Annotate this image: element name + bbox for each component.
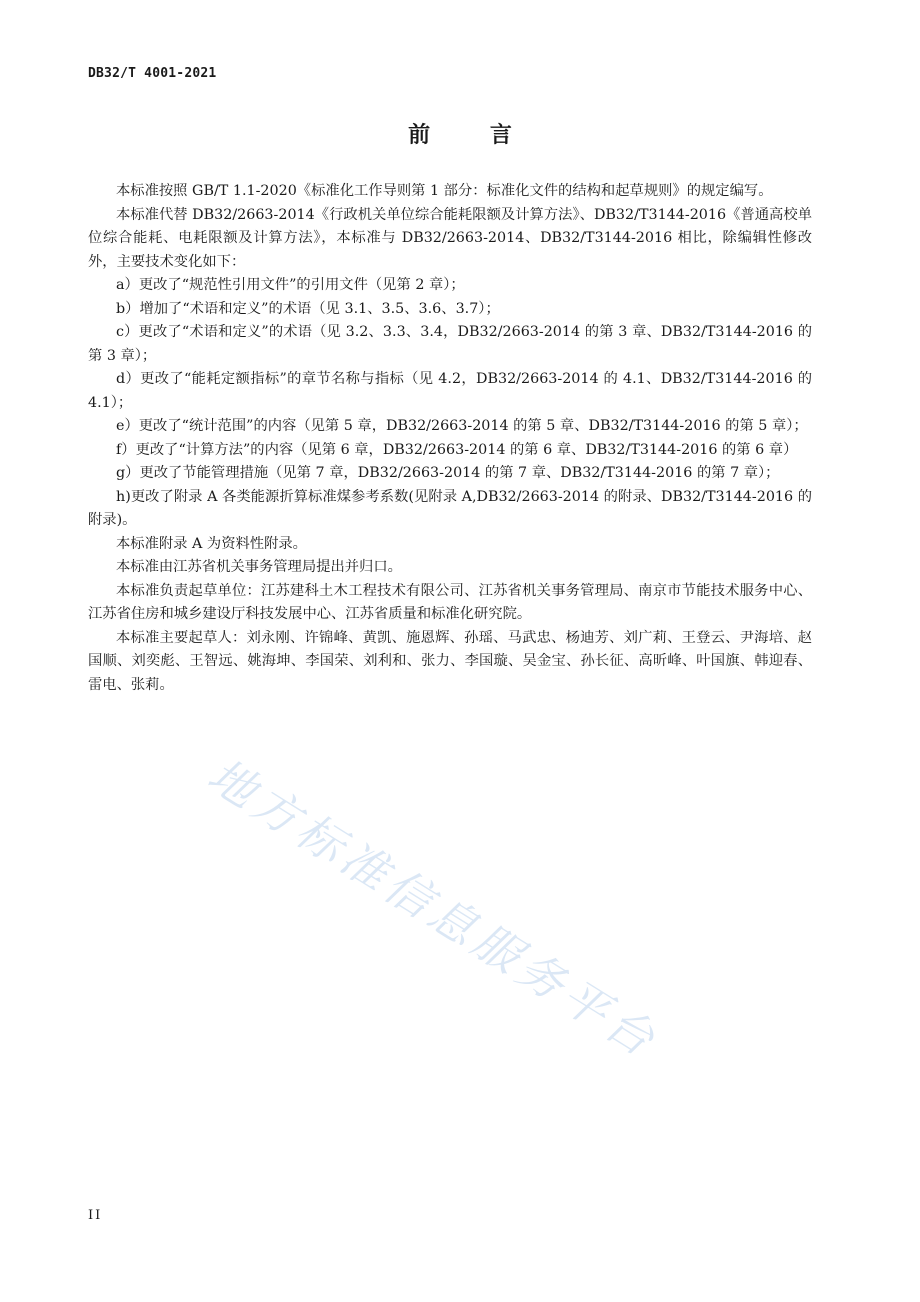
drafters: 本标准主要起草人：刘永刚、许锦峰、黄凯、施恩辉、孙瑶、马武忠、杨迪芳、刘广莉、王登云、尹海培、赵国顺、刘奕彪、王智远、姚海坤、李国荣、刘利和、张力、李国璇、吴金宝、孙长征、高昕峰、叶国旗、韩迎春、雷电、张莉。 [88, 629, 812, 693]
change-item-f: f）更改了“计算方法”的内容（见第 6 章，DB32/2663-2014 的第 6 章、DB32/T3144-2016 的第 6 章） [116, 441, 798, 458]
paragraph: 本标准附录 A 为资料性附录。 [116, 535, 307, 552]
paragraph: 本标准由江苏省机关事务管理局提出并归口。 [116, 559, 402, 575]
change-item-d: d）更改了“能耗定额指标”的章节名称与指标（见 4.2，DB32/2663-2014 的 4.1、DB32/T3144-2016 的 4.1）； [88, 371, 812, 411]
drafting-units: 本标准负责起草单位：江苏建科土木工程技术有限公司、江苏省机关事务管理局、南京市节能技术服务中心、江苏省住房和城乡建设厅科技发展中心、江苏省质量和标准化研究院。 [88, 582, 812, 622]
document-body [88, 180, 812, 697]
change-item-h: h)更改了附录 A 各类能源折算标准煤参考系数(见附录 A,DB32/2663-2014 的附录、DB32/T3144-2016 的附录)。 [88, 488, 812, 528]
change-item-c: c）更改了“术语和定义”的术语（见 3.2、3.3、3.4，DB32/2663-2014 的第 3 章、DB32/T3144-2016 的第 3 章）； [88, 324, 812, 364]
change-item-b: b）增加了“术语和定义”的术语（见 3.1、3.5、3.6、3.7）； [116, 300, 500, 317]
change-item-a: a）更改了“规范性引用文件”的引用文件（见第 2 章）； [116, 277, 465, 293]
page-title: 前 言 [408, 123, 538, 148]
page-number: II [88, 1208, 103, 1223]
paragraph: 本标准代替 DB32/2663-2014《行政机关单位综合能耗限额及计算方法》、DB32/T3144-2016《普通高校单位综合能耗、电耗限额及计算方法》，本标准与 DB32/2663-2014、DB32/T3144-2016 相比，除编辑性修改外，主要技术变化如下： [88, 206, 812, 270]
paragraph: 本标准按照 GB/T 1.1-2020《标准化工作导则第 1 部分：标准化文件的结构和起草规则》的规定编写。 [116, 183, 773, 199]
watermark: 地方标准信息服务平台 [198, 747, 669, 1069]
change-item-g: g）更改了节能管理措施（见第 7 章，DB32/2663-2014 的第 7 章、DB32/T3144-2016 的第 7 章）； [116, 465, 780, 481]
document-code: DB32/T 4001-2021 [88, 66, 217, 81]
change-item-e: e）更改了“统计范围”的内容（见第 5 章，DB32/2663-2014 的第 5 章、DB32/T3144-2016 的第 5 章）； [116, 418, 808, 434]
